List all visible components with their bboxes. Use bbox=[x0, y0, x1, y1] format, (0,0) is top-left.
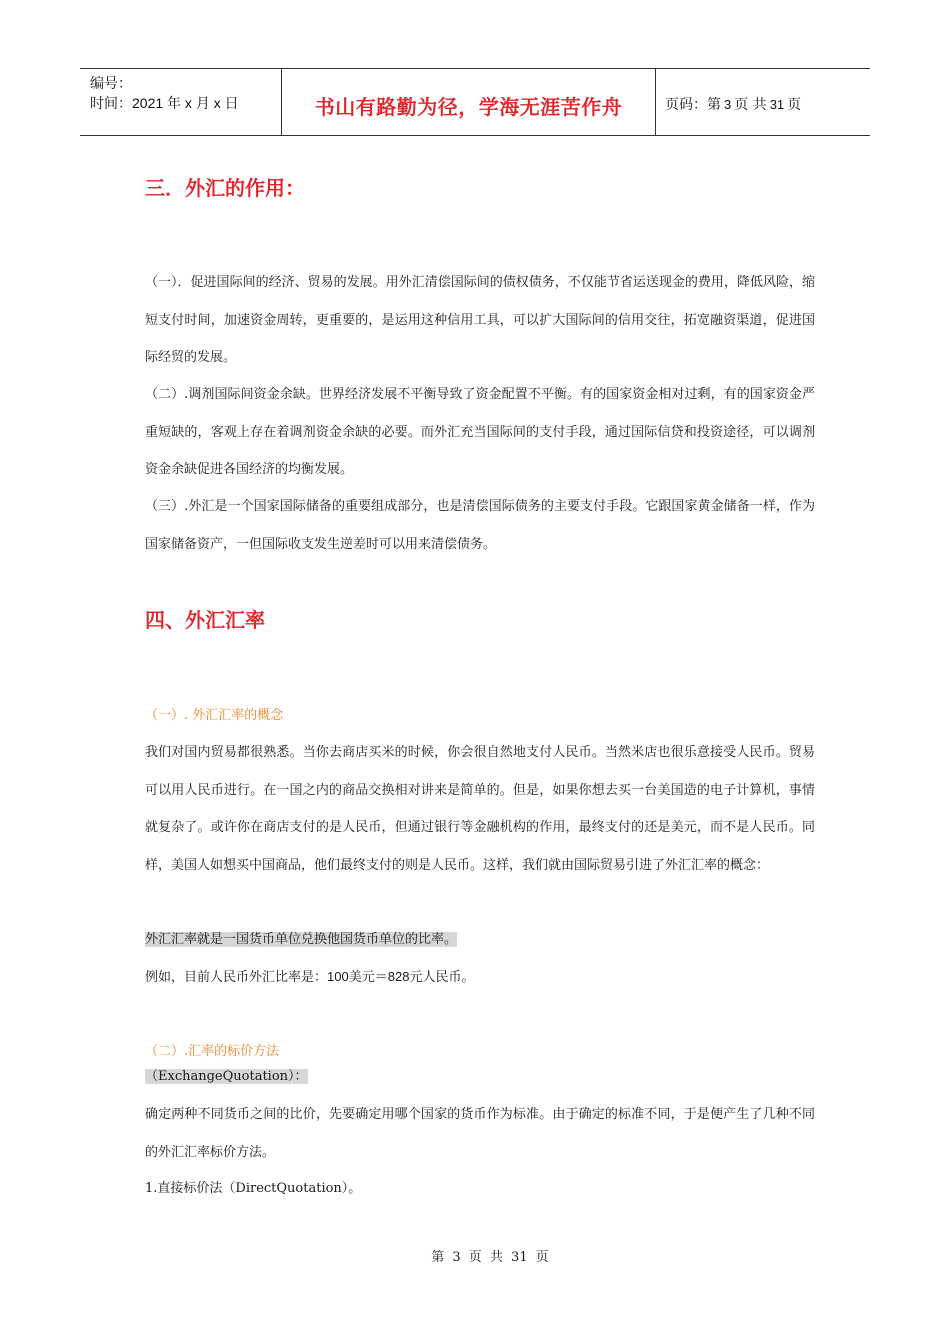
page-total: 31 bbox=[769, 96, 785, 112]
example-mid: 美元＝ bbox=[348, 970, 388, 985]
subsection-2-heading: （二）.汇率的标价方法 bbox=[145, 1044, 280, 1059]
section-3-paragraph-3: （三）.外汇是一个国家国际储备的重要组成部分，也是清偿国际债务的主要支付手段。它跟国家黄金储备一样，作为国家储备资产，一但国际收支发生逆差时可以用来清偿债务。 bbox=[145, 499, 815, 552]
page-suffix: 页 bbox=[787, 97, 802, 113]
header-motto: 书山有路勤为径，学海无涯苦作舟 bbox=[314, 94, 623, 119]
section-4-paragraph-2: 确定两种不同货币之间的比价，先要确定用哪个国家的货币作为标准。由于确定的标准不同，于是便产生了几种不同的外汇汇率标价方法。 bbox=[145, 1107, 815, 1160]
list-item-direct-quotation: 1.直接标价法（DirectQuotation）。 bbox=[145, 1181, 362, 1196]
page-mid: 页 共 bbox=[734, 97, 767, 113]
example-prefix: 例如，目前人民币外汇比率是： bbox=[145, 970, 328, 985]
example-rmb-amount: 828 bbox=[387, 969, 410, 984]
section-4-heading: 四、外汇汇率 bbox=[145, 608, 265, 632]
section-3-paragraph-2: （二）.调剂国际间资金余缺。世界经济发展不平衡导致了资金配置不平衡。有的国家资金相对过剩，有的国家资金严重短缺的，客观上存在着调剂资金余缺的必要。而外汇充当国际间的支付手段，通过国际信贷和投资途径，可以调剂资金余缺促进各国经济的均衡发展。 bbox=[145, 387, 815, 477]
example-suffix: 元人民币。 bbox=[409, 970, 475, 985]
subsection-1-heading: （一）. 外汇汇率的概念 bbox=[145, 708, 284, 723]
header-motto-cell bbox=[282, 69, 656, 135]
definition-line bbox=[145, 930, 457, 950]
document-time: 时间：2021 年 x 月 x 日 bbox=[90, 95, 239, 111]
definition-highlight: 外汇汇率就是一国货币单位兑换他国货币单位的比率。 bbox=[145, 932, 458, 947]
section-3-paragraph-1: （一）．促进国际间的经济、贸易的发展。用外汇清偿国际间的债权债务，不仅能节省运送现金的费用，降低风险，缩短支付时间，加速资金周转，更重要的，是运用这种信用工具，可以扩大国际间的信用交往，拓宽融资渠道，促进国际经贸的发展。 bbox=[145, 275, 815, 365]
subsection-2-english: （ExchangeQuotation）： bbox=[145, 1069, 308, 1084]
section-4-paragraph-1: 我们对国内贸易都很熟悉。当你去商店买米的时候，你会很自然地支付人民币。当然米店也很乐意接受人民币。贸易可以用人民币进行。在一国之内的商品交换相对讲来是简单的。但是，如果你想去买一台美国造的电子计算机，事情就复杂了。或许你在商店支付的是人民币，但通过银行等金融机构的作用，最终支付的还是美元，而不是人民币。同样，美国人如想买中国商品，他们最终支付的则是人民币。这样，我们就由国际贸易引进了外汇汇率的概念： bbox=[145, 745, 815, 873]
document-number-label: 编号： bbox=[90, 75, 132, 91]
page-header bbox=[80, 68, 870, 136]
page-footer: 第 3 页 共 31 页 bbox=[431, 1250, 549, 1265]
subsection-2-english-line bbox=[145, 1067, 308, 1087]
header-page-number bbox=[656, 69, 870, 135]
section-3-heading: 三．外汇的作用： bbox=[145, 176, 305, 200]
page-prefix: 页码：第 bbox=[665, 97, 721, 113]
example-line bbox=[145, 967, 474, 988]
header-meta bbox=[80, 69, 282, 135]
page-current: 3 bbox=[724, 96, 732, 112]
example-usd-amount: 100 bbox=[327, 969, 349, 984]
